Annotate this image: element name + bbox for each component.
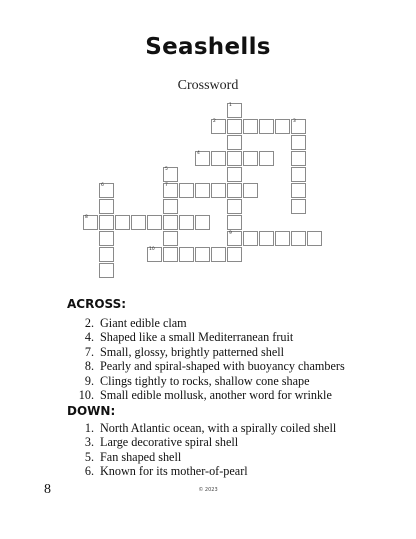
grid-cell-number: 7 <box>165 183 168 188</box>
clue-number: 7. <box>84 344 94 359</box>
grid-cell-number: 5 <box>165 167 168 172</box>
grid-cell[interactable] <box>227 231 242 246</box>
grid-cell[interactable] <box>195 151 210 166</box>
grid-cell[interactable] <box>243 119 258 134</box>
grid-cell-number: 2 <box>213 119 216 124</box>
grid-cell[interactable] <box>179 215 194 230</box>
page-subtitle: Crossword <box>177 78 239 93</box>
page-number: 8 <box>44 482 51 497</box>
grid-cell[interactable] <box>211 151 226 166</box>
clue-number: 8. <box>84 359 94 374</box>
clue-text: Fan shaped shell <box>100 449 182 464</box>
grid-cell[interactable] <box>163 199 178 214</box>
clue-across <box>70 374 345 388</box>
grid-cell[interactable] <box>211 183 226 198</box>
grid-cell[interactable] <box>243 183 258 198</box>
clue-text: Shaped like a small Mediterranean fruit <box>100 330 294 345</box>
grid-cell[interactable] <box>291 135 306 150</box>
grid-cell[interactable] <box>275 119 290 134</box>
down-clue-list <box>70 421 336 479</box>
grid-cell[interactable] <box>291 199 306 214</box>
grid-cell[interactable] <box>131 215 146 230</box>
grid-cell[interactable] <box>291 183 306 198</box>
grid-cell[interactable] <box>291 167 306 182</box>
clue-text: Pearly and spiral-shaped with buoyancy chambers <box>100 359 345 374</box>
clue-number: 6. <box>84 464 94 479</box>
clue-down <box>70 435 336 449</box>
clue-across <box>70 316 345 330</box>
grid-cell[interactable] <box>291 231 306 246</box>
clue-number: 5. <box>84 449 94 464</box>
clue-text: Known for its mother-of-pearl <box>100 464 248 479</box>
grid-cell[interactable] <box>99 231 114 246</box>
grid-cell-number: 3 <box>293 119 296 124</box>
grid-cell[interactable] <box>99 247 114 262</box>
grid-cell[interactable] <box>99 183 114 198</box>
clue-across <box>70 345 345 359</box>
grid-cell[interactable] <box>163 167 178 182</box>
clue-across <box>70 388 345 402</box>
grid-cell[interactable] <box>115 215 130 230</box>
grid-cell-number: 8 <box>85 215 88 220</box>
across-heading: ACROSS: <box>67 297 127 311</box>
copyright-notice: © 2023 <box>198 487 218 493</box>
grid-cell[interactable] <box>83 215 98 230</box>
clue-number: 10. <box>78 388 94 403</box>
clue-number: 3. <box>84 435 94 450</box>
grid-cell[interactable] <box>243 151 258 166</box>
grid-cell[interactable] <box>291 119 306 134</box>
grid-cell-number: 1 <box>229 103 232 108</box>
across-clue-list <box>70 316 345 402</box>
grid-cell-number: 10 <box>149 247 155 252</box>
grid-cell[interactable] <box>195 183 210 198</box>
clue-text: Large decorative spiral shell <box>100 435 239 450</box>
clue-text: Clings tightly to rocks, shallow cone shape <box>100 373 310 388</box>
grid-cell[interactable] <box>227 215 242 230</box>
grid-cell[interactable] <box>227 199 242 214</box>
grid-cell[interactable] <box>195 215 210 230</box>
clue-across <box>70 330 345 344</box>
grid-cell[interactable] <box>227 135 242 150</box>
grid-cell[interactable] <box>99 263 114 278</box>
grid-cell-number: 6 <box>101 183 104 188</box>
clue-number: 2. <box>84 316 94 330</box>
grid-cell[interactable] <box>163 231 178 246</box>
grid-cell-number: 9 <box>229 231 232 236</box>
grid-cell[interactable] <box>227 167 242 182</box>
clue-down <box>70 421 336 435</box>
clue-text: Small edible mollusk, another word for wrinkle <box>100 388 332 403</box>
grid-cell[interactable] <box>259 151 274 166</box>
clue-down <box>70 464 336 478</box>
grid-cell[interactable] <box>179 183 194 198</box>
grid-cell[interactable] <box>227 151 242 166</box>
grid-cell[interactable] <box>147 215 162 230</box>
grid-cell[interactable] <box>259 231 274 246</box>
grid-cell[interactable] <box>163 247 178 262</box>
down-heading: DOWN: <box>67 404 116 418</box>
clue-number: 4. <box>84 330 94 345</box>
grid-cell[interactable] <box>99 215 114 230</box>
grid-cell[interactable] <box>275 231 290 246</box>
clue-text: Small, glossy, brightly patterned shell <box>100 344 285 359</box>
grid-cell[interactable] <box>307 231 322 246</box>
grid-cell[interactable] <box>179 247 194 262</box>
grid-cell[interactable] <box>291 151 306 166</box>
clue-across <box>70 359 345 373</box>
grid-cell[interactable] <box>227 183 242 198</box>
grid-cell[interactable] <box>163 215 178 230</box>
page-title: Seashells <box>145 34 271 60</box>
grid-cell-number: 4 <box>197 151 200 156</box>
clue-number: 9. <box>84 373 94 388</box>
grid-cell[interactable] <box>163 183 178 198</box>
grid-cell[interactable] <box>147 247 162 262</box>
grid-cell[interactable] <box>227 247 242 262</box>
grid-cell[interactable] <box>211 247 226 262</box>
grid-cell[interactable] <box>195 247 210 262</box>
clue-text: Giant edible clam <box>100 316 187 330</box>
clue-text: North Atlantic ocean, with a spirally coiled shell <box>100 421 337 435</box>
grid-cell[interactable] <box>259 119 274 134</box>
grid-cell[interactable] <box>243 231 258 246</box>
grid-cell[interactable] <box>211 119 226 134</box>
grid-cell[interactable] <box>227 119 242 134</box>
grid-cell[interactable] <box>99 199 114 214</box>
clue-number: 1. <box>84 421 94 435</box>
grid-cell[interactable] <box>227 103 242 118</box>
clue-down <box>70 450 336 464</box>
